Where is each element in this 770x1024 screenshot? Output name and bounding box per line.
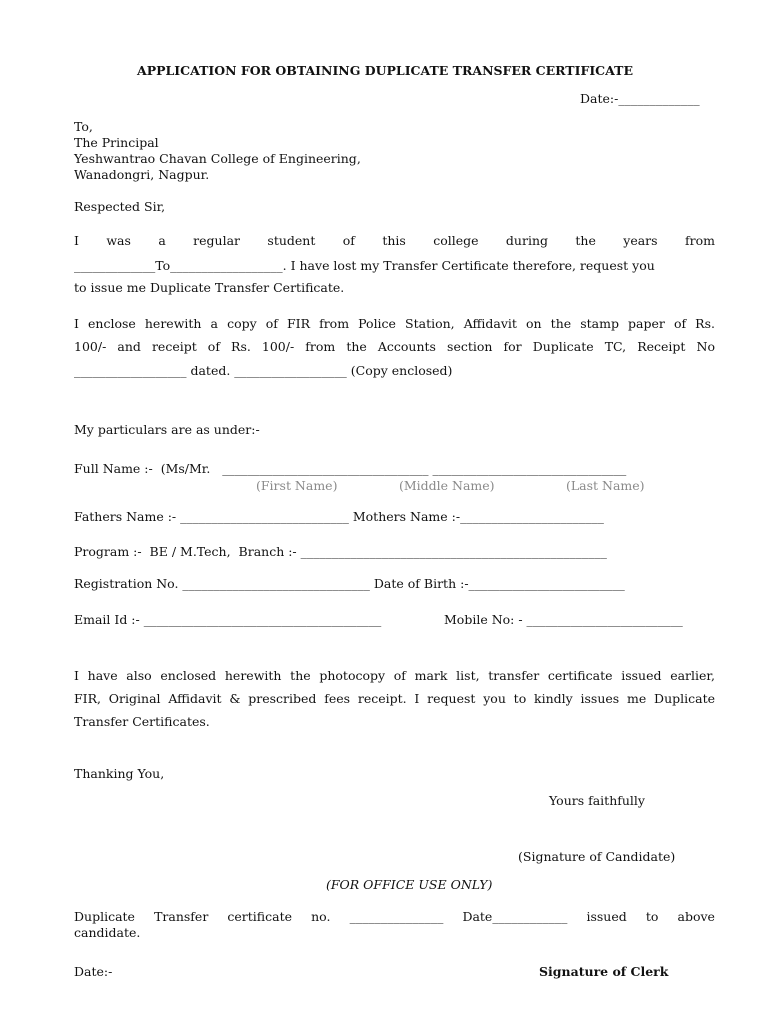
para2-line2: 100/- and receipt of Rs. 100/- from the Accounts section for Duplicate TC, Receipt No bbox=[74, 339, 715, 354]
para1-line1-word: regular bbox=[193, 233, 241, 248]
office-use-heading: (FOR OFFICE USE ONLY) bbox=[326, 877, 493, 892]
office-certificate-line-word: Duplicate bbox=[74, 909, 135, 924]
thanking-line: Thanking You, bbox=[74, 766, 165, 781]
para1-line1-word: during bbox=[505, 233, 548, 248]
program-branch-field: Program :- BE / M.Tech, Branch :- _________________________________________________ bbox=[74, 544, 607, 559]
office-certificate-line bbox=[74, 909, 715, 924]
para1-line1-word: of bbox=[342, 233, 355, 248]
parents-name-field: Fathers Name :- ___________________________ Mothers Name :-_______________________ bbox=[74, 509, 604, 524]
office-certificate-line-word: issued bbox=[586, 909, 627, 924]
document-title: APPLICATION FOR OBTAINING DUPLICATE TRANSFER CERTIFICATE bbox=[137, 63, 633, 78]
para1-line1-word: was bbox=[106, 233, 131, 248]
first-name-hint: (First Name) bbox=[256, 478, 338, 493]
para3-line2: FIR, Original Affidavit & prescribed fees receipt. I request you to kindly issues me Duplicate bbox=[74, 691, 715, 706]
registration-dob-field: Registration No. ______________________________ Date of Birth :-_________________________ bbox=[74, 576, 625, 591]
para1-line1-word: a bbox=[158, 233, 166, 248]
particulars-heading: My particulars are as under:- bbox=[74, 422, 260, 437]
office-certificate-line-word: no. bbox=[311, 909, 331, 924]
address-to: To, bbox=[74, 119, 93, 134]
last-name-hint: (Last Name) bbox=[566, 478, 645, 493]
para1-line1-word: I bbox=[74, 233, 79, 248]
office-date-label: Date:- bbox=[74, 964, 113, 979]
date-field: Date:-_____________ bbox=[580, 91, 700, 106]
para2-line1: I enclose herewith a copy of FIR from Police Station, Affidavit on the stamp paper of Rs. bbox=[74, 316, 715, 331]
para1-line3: to issue me Duplicate Transfer Certificate. bbox=[74, 280, 345, 295]
clerk-signature-label: Signature of Clerk bbox=[539, 964, 669, 979]
email-field: Email Id :- ______________________________________ bbox=[74, 612, 382, 627]
para1-line1-word: student bbox=[267, 233, 316, 248]
yours-faithfully: Yours faithfully bbox=[549, 793, 645, 808]
office-certificate-line-word: _______________ bbox=[349, 909, 444, 924]
para1-line1-word: this bbox=[382, 233, 406, 248]
salutation: Respected Sir, bbox=[74, 199, 166, 214]
office-certificate-line-word: certificate bbox=[227, 909, 293, 924]
office-certificate-line-word: to bbox=[645, 909, 659, 924]
para2-line3: __________________ dated. __________________ (Copy enclosed) bbox=[74, 363, 453, 378]
address-recipient: The Principal bbox=[74, 135, 159, 150]
para1-line1-word: years bbox=[623, 233, 658, 248]
para1-line1-word: the bbox=[575, 233, 596, 248]
para1-line1-word: from bbox=[684, 233, 715, 248]
office-candidate-line: candidate. bbox=[74, 925, 141, 940]
address-location: Wanadongri, Nagpur. bbox=[74, 167, 210, 182]
office-certificate-line-word: Date____________ bbox=[462, 909, 568, 924]
office-certificate-line-word: above bbox=[677, 909, 715, 924]
para1-line1 bbox=[74, 233, 715, 248]
full-name-field: Full Name :- (Ms/Mr. _________________________________ _______________________________ bbox=[74, 461, 627, 476]
address-college: Yeshwantrao Chavan College of Engineering, bbox=[74, 151, 361, 166]
para3-line3: Transfer Certificates. bbox=[74, 714, 210, 729]
candidate-signature-label: (Signature of Candidate) bbox=[518, 849, 676, 864]
office-certificate-line-word: Transfer bbox=[154, 909, 209, 924]
middle-name-hint: (Middle Name) bbox=[399, 478, 495, 493]
mobile-field: Mobile No: - _________________________ bbox=[444, 612, 683, 627]
para1-line2: _____________To__________________. I have lost my Transfer Certificate therefore, request you bbox=[74, 258, 655, 273]
para3-line1: I have also enclosed herewith the photocopy of mark list, transfer certificate issued earlier, bbox=[74, 668, 715, 683]
para1-line1-word: college bbox=[433, 233, 479, 248]
